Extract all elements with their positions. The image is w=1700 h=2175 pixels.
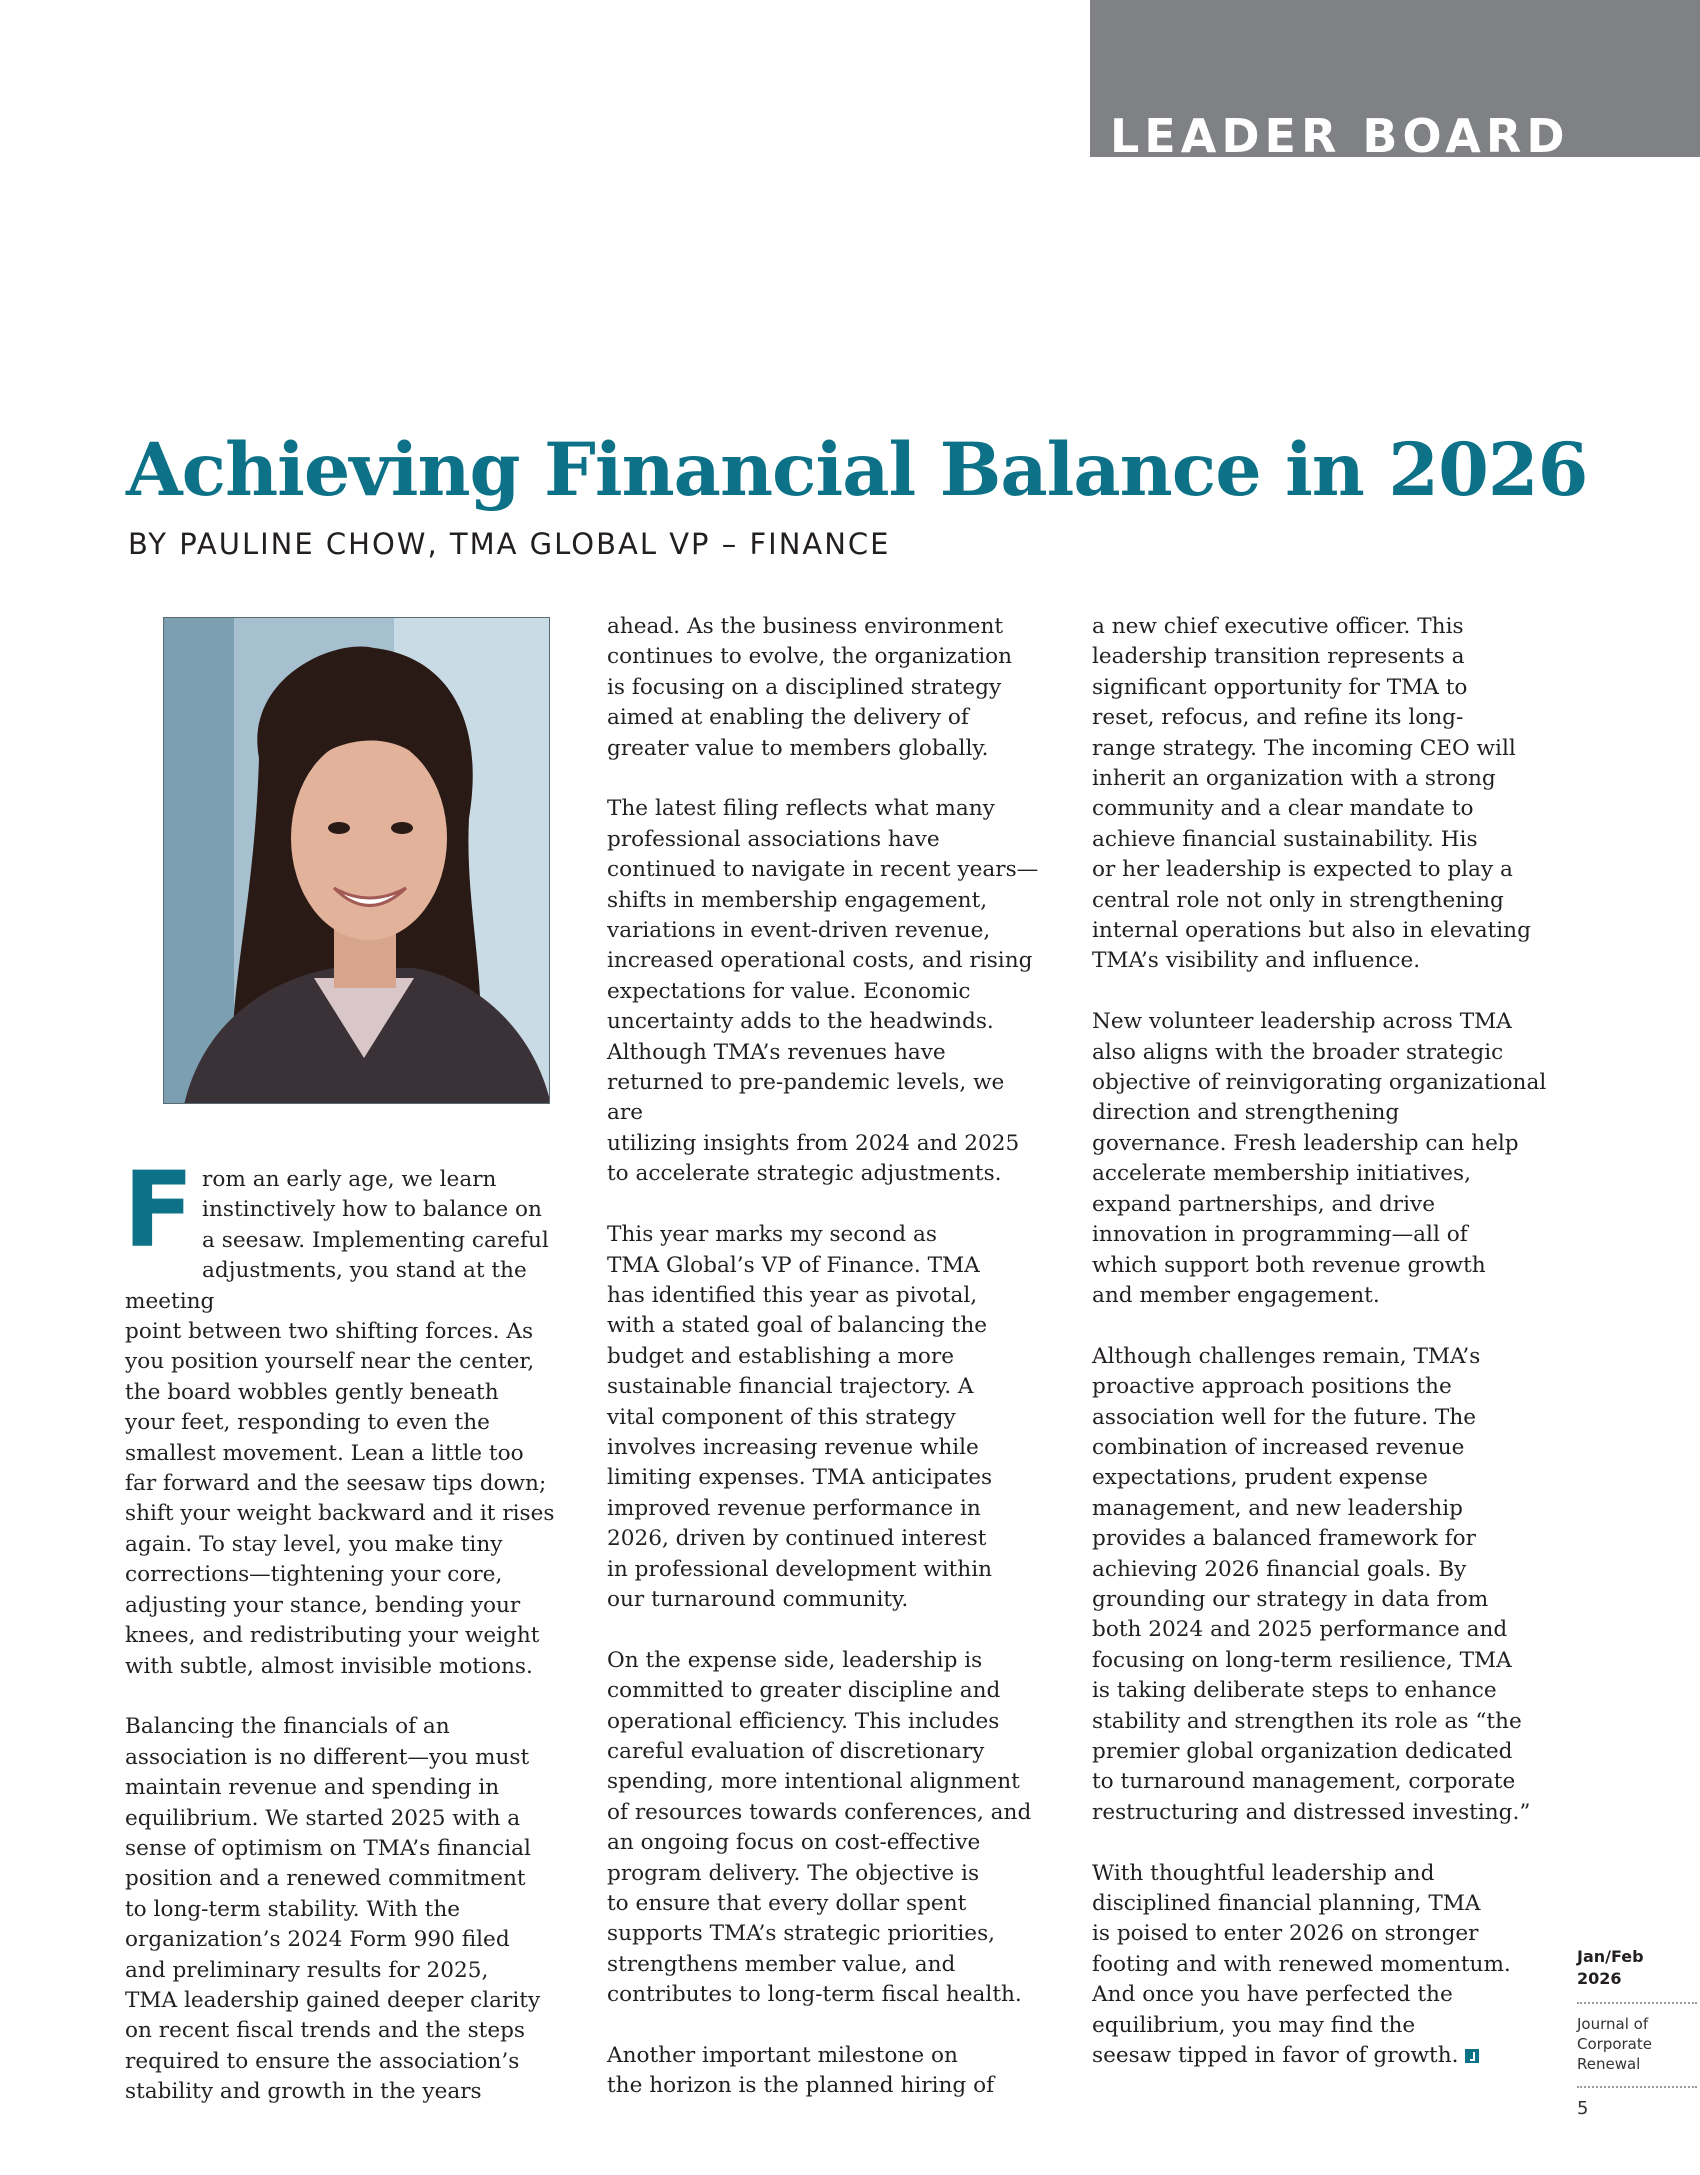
article-paragraph: Although challenges remain, TMA’s proactive approach positions the association well for the future. The combination of increased revenue expectations, prudent expense management, and new leadership provides a balanced framework for achieving 2026 financial goals. By grounding our strategy in data from both 2024 and 2025 performance and focusing on long-term resilience, TMA is taking deliberate steps to enhance stability and strengthen its role as “the premier global organization dedicated to turnaround management, corporate restructuring and distressed investing.”: [1092, 1343, 1531, 1825]
article-column-3: [1092, 612, 1552, 2071]
section-tab: [1090, 0, 1700, 157]
section-label: LEADER BOARD: [1110, 109, 1570, 157]
article-paragraph: [1092, 1859, 1552, 2072]
article-paragraph: On the expense side, leadership is committed to greater discipline and operational efficiency. This includes careful evaluation of discretionary spending, more intentional alignment of resources towards conferences, and an ongoing focus on cost-effective program delivery. The objective is to ensure that every dollar spent supports TMA’s strategic priorities, strengthens member value, and contributes to long-term fiscal health.: [607, 1647, 1032, 2008]
article-paragraph: Balancing the financials of an association is no different—you must maintain revenue and spending in equilibrium. We started 2025 with a sense of optimism on TMA’s financial position and a renewed commitment to long-term stability. With the organization’s 2024 Form 990 filed and preliminary results for 2025, TMA leadership gained deeper clarity on recent fiscal trends and the steps required to ensure the association’s stability and growth in the years: [125, 1714, 541, 2105]
article-paragraph: This year marks my second as TMA Global’s VP of Finance. TMA has identified this year as pivotal, with a stated goal of balancing the budget and establishing a more sustainable financial trajectory. A vital component of this strategy involves increasing revenue while limiting expenses. TMA anticipates improved revenue performance in 2026, driven by continued interest in professional development within our turnaround community.: [607, 1222, 993, 1612]
article-title: Achieving Financial Balance in 2026: [126, 427, 1588, 513]
article-paragraph: ahead. As the business environment continues to evolve, the organization is focusing on a disciplined strategy aimed at enabling the delivery of greater value to members globally.: [607, 614, 1013, 761]
article-column-1: [123, 1149, 565, 2108]
page-footer: [1577, 1946, 1697, 2119]
article-paragraph: The latest filing reflects what many professional associations have continued to navigate in recent years— shifts in membership engagement, variations in event-driven revenue, increased operational costs, and rising expectations for value. Economic uncertainty adds to the headwinds. Although TMA’s revenues have returned to pre-pandemic levels, we are utilizing insights from 2024 and 2025 to accelerate strategic adjustments.: [607, 796, 1039, 1187]
article-paragraph: Another important milestone on the horizon is the planned hiring of: [607, 2043, 995, 2099]
divider: [1577, 2002, 1697, 2004]
page-number: 5: [1577, 2098, 1589, 2119]
article-paragraph: a new chief executive officer. This leadership transition represents a significant opportunity for TMA to reset, refocus, and refine its long- range strategy. The incoming CEO will inherit an organization with a strong community and a clear mandate to achieve financial sustainability. His or her leadership is expected to play a central role not only in strengthening internal operations but also in elevating TMA’s visibility and influence.: [1092, 614, 1531, 974]
drop-cap: F: [123, 1149, 195, 1271]
article-byline: BY PAULINE CHOW, TMA GLOBAL VP – FINANCE: [128, 527, 891, 561]
article-column-2: [607, 612, 1047, 2102]
paragraph-text: rom an early age, we learn instinctively how to balance on a seesaw. Implementing careful adjustments, you stand at the meeting point between two shifting forces. As you position yourself near the center, the board wobbles gently beneath your feet, responding to even the smallest movement. Lean a little too far forward and the seesaw tips down; shift your weight backward and it rises again. To stay level, you make tiny corrections—tightening your core, adjusting your stance, bending your knees, and redistributing your weight with subtle, almost invisible motions.: [125, 1167, 555, 1679]
issue-date: Jan/Feb 2026: [1577, 1947, 1644, 1988]
author-portrait-illustration: [164, 618, 550, 1104]
divider: [1577, 2086, 1697, 2088]
article-paragraph: [123, 1149, 565, 1682]
author-photo: [163, 617, 550, 1104]
article-paragraph: New volunteer leadership across TMA also aligns with the broader strategic objective of reinvigorating organizational direction and strengthening governance. Fresh leadership can help accelerate membership initiatives, expand partnerships, and drive innovation in programming—all of which support both revenue growth and member engagement.: [1092, 1009, 1547, 1308]
paragraph-text: With thoughtful leadership and disciplined financial planning, TMA is poised to enter 2026 on stronger footing and with renewed momentum. And once you have perfected the equilibrium, you may find the seesaw tipped in favor of growth.: [1092, 1860, 1511, 2069]
journal-name: Journal of Corporate Renewal: [1577, 2015, 1652, 2073]
journal-end-icon: [1465, 2049, 1479, 2063]
